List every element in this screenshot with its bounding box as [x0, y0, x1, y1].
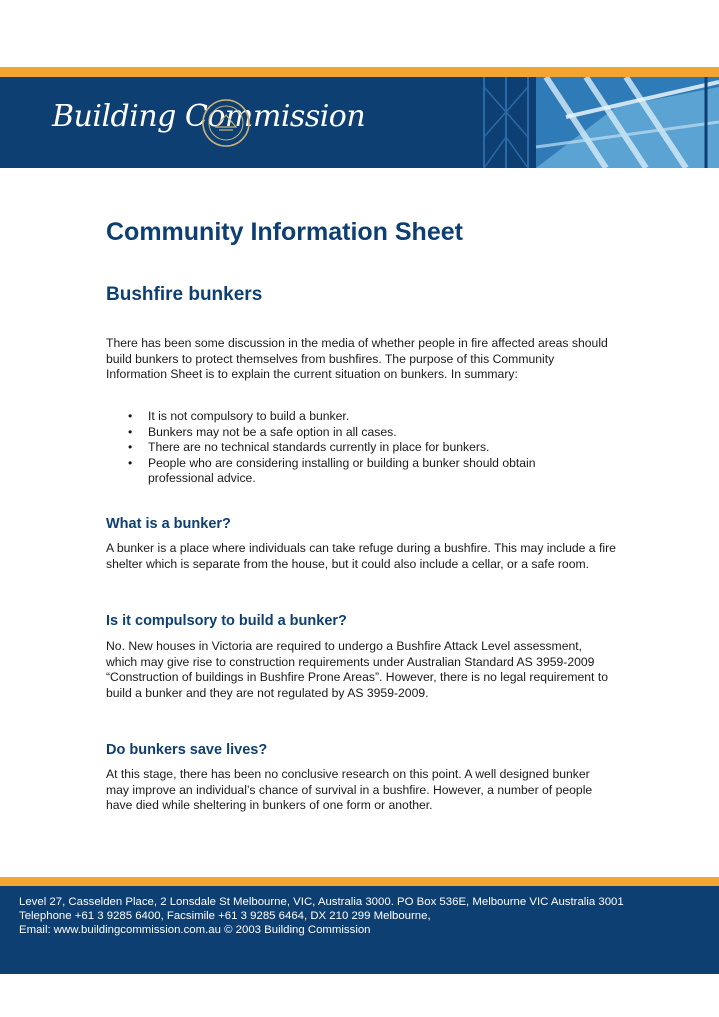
section-body-compulsory: No. New houses in Victoria are required to undergo a Bushfire Attack Level assessment, which may give rise to construction requirements under Australian Standard AS 3959-2009 “Construction of buildings in Bushfire Prone Areas”. However, there is no legal requirement to build a bunker and they are not regulated by AS 3959-2009. — [106, 639, 608, 700]
list-item-text: It is not compulsory to build a bunker. — [148, 409, 350, 423]
footer-address: Level 27, Casselden Place, 2 Lonsdale St Melbourne, VIC, Australia 3000. PO Box 536E, Melbourne VIC Australia 3001 — [19, 896, 624, 908]
commission-seal-icon — [200, 97, 252, 149]
list-item — [128, 456, 598, 487]
page-subtitle: Bushfire bunkers — [106, 284, 263, 305]
bullet-icon: • — [128, 409, 133, 423]
footer-orange-stripe — [0, 877, 719, 886]
list-item-text: People who are considering installing or building a bunker should obtain professional advice. — [148, 455, 536, 485]
building-structure-photo — [476, 77, 719, 168]
list-item — [128, 440, 598, 456]
summary-list — [128, 409, 598, 487]
header-orange-stripe — [0, 67, 719, 77]
section-heading-save-lives: Do bunkers save lives? — [106, 742, 268, 758]
intro-paragraph: There has been some discussion in the media of whether people in fire affected areas should build bunkers to protect themselves from bushfires. The purpose of this Community Information Sheet is to explain the current situation on bunkers. In summary: — [106, 336, 608, 381]
list-item — [128, 409, 598, 425]
section-heading-what-is-bunker: What is a bunker? — [106, 516, 231, 532]
section-body-save-lives: At this stage, there has been no conclusive research on this point. A well designed bunker may improve an individual’s chance of survival in a bushfire. However, a number of people have died while sheltering in bunkers of one form or another. — [106, 767, 593, 812]
header-banner — [0, 77, 719, 168]
footer-phone: Telephone +61 3 9285 6400, Facsimile +61 3 9285 6464, DX 210 299 Melbourne, — [19, 910, 431, 922]
bullet-icon: • — [128, 455, 133, 470]
section-heading-compulsory: Is it compulsory to build a bunker? — [106, 613, 347, 629]
list-item — [128, 425, 598, 441]
section-body-what-is-bunker: A bunker is a place where individuals can take refuge during a bushfire. This may include a fire shelter which is separate from the house, but it could also include a cellar, or a safe room. — [106, 541, 616, 571]
footer-email: Email: www.buildingcommission.com.au © 2003 Building Commission — [19, 924, 371, 936]
list-item-text: Bunkers may not be a safe option in all cases. — [148, 424, 397, 439]
page-title: Community Information Sheet — [106, 218, 463, 246]
list-item-text: There are no technical standards currently in place for bunkers. — [148, 440, 490, 454]
footer-contact — [19, 895, 624, 937]
footer — [0, 886, 719, 974]
bullet-icon: • — [128, 440, 133, 454]
bullet-icon: • — [128, 424, 133, 439]
logo-text: Building Commission — [52, 99, 366, 134]
